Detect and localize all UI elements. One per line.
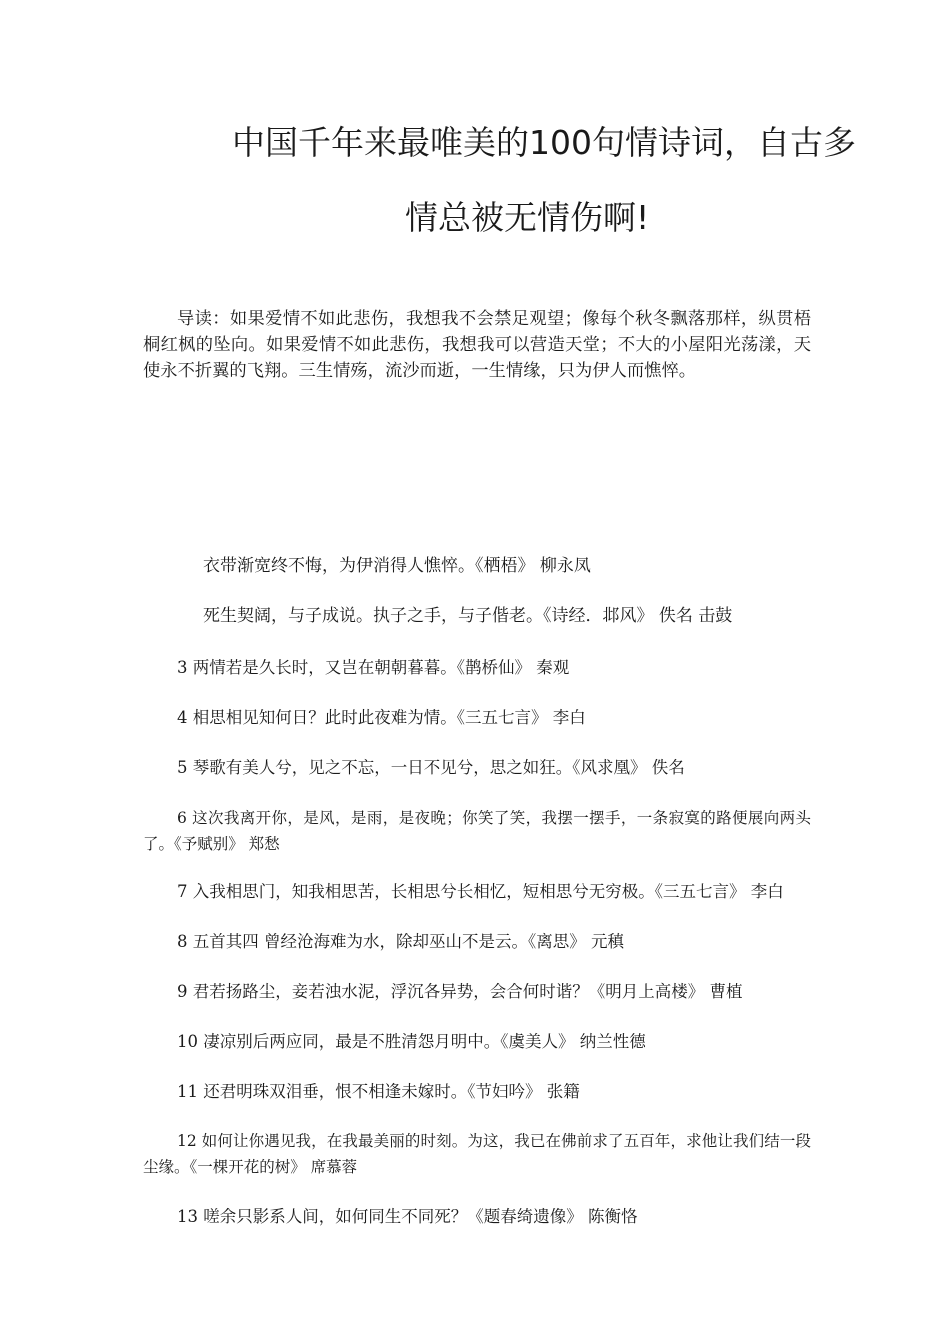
poem-line-8: 8 五首其四 曾经沧海难为水，除却巫山不是云。《离思》 元稹 [177,932,624,951]
poem-line-5: 5 琴歌有美人兮，见之不忘，一日不见兮，思之如狂。《风求凰》 佚名 [177,758,685,777]
poem-line-13: 13 嗟余只影系人间，如何同生不同死？《题春绮遗像》 陈衡恪 [177,1207,638,1226]
poem-line-3: 3 两情若是久长时，又岂在朝朝暮暮。《鹊桥仙》 秦观 [177,658,570,677]
page-title-line-1: 中国千年来最唯美的100句情诗词，自古多 [232,123,856,162]
poem-line-1: 衣带渐宽终不悔，为伊消得人憔悴。《栖梧》 柳永凤 [203,556,591,576]
poem-line-10: 10 凄凉别后两应同，最是不胜清怨月明中。《虞美人》 纳兰性德 [177,1032,646,1051]
poem-line-7: 7 入我相思门，知我相思苦，长相思兮长相忆，短相思兮无穷极。《三五七言》 李白 [177,882,784,901]
poem-line-12: 12 如何让你遇见我，在我最美丽的时刻。为这，我已在佛前求了五百年，求他让我们结一段尘缘。《一棵开花的树》 席慕蓉 [143,1132,811,1176]
poem-line-2: 死生契阔，与子成说。执子之手，与子偕老。《诗经．邶风》 佚名 击鼓 [203,606,733,626]
poem-line-6: 6 这次我离开你，是风，是雨，是夜晚；你笑了笑，我摆一摆手，一条寂寞的路便展向两头了。《予赋别》 郑愁 [143,809,811,853]
poem-line-9: 9 君若扬路尘，妾若浊水泥，浮沉各异势，会合何时谐？《明月上高楼》 曹植 [177,982,743,1001]
poem-line-4: 4 相思相见知何日？此时此夜难为情。《三五七言》 李白 [177,708,586,727]
page-title-line-2: 情总被无情伤啊! [405,198,650,237]
intro-paragraph: 导读：如果爱情不如此悲伤，我想我不会禁足观望；像每个秋冬飘落那样，纵贯梧桐红枫的坠向。如果爱情不如此悲伤，我想我可以营造天堂；不大的小屋阳光荡漾，天使永不折翼的飞翔。三生情殇，流沙而逝，一生情缘，只为伊人而憔悴。 [143,309,811,381]
poem-line-11: 11 还君明珠双泪垂，恨不相逢未嫁时。《节妇吟》 张籍 [177,1082,580,1101]
